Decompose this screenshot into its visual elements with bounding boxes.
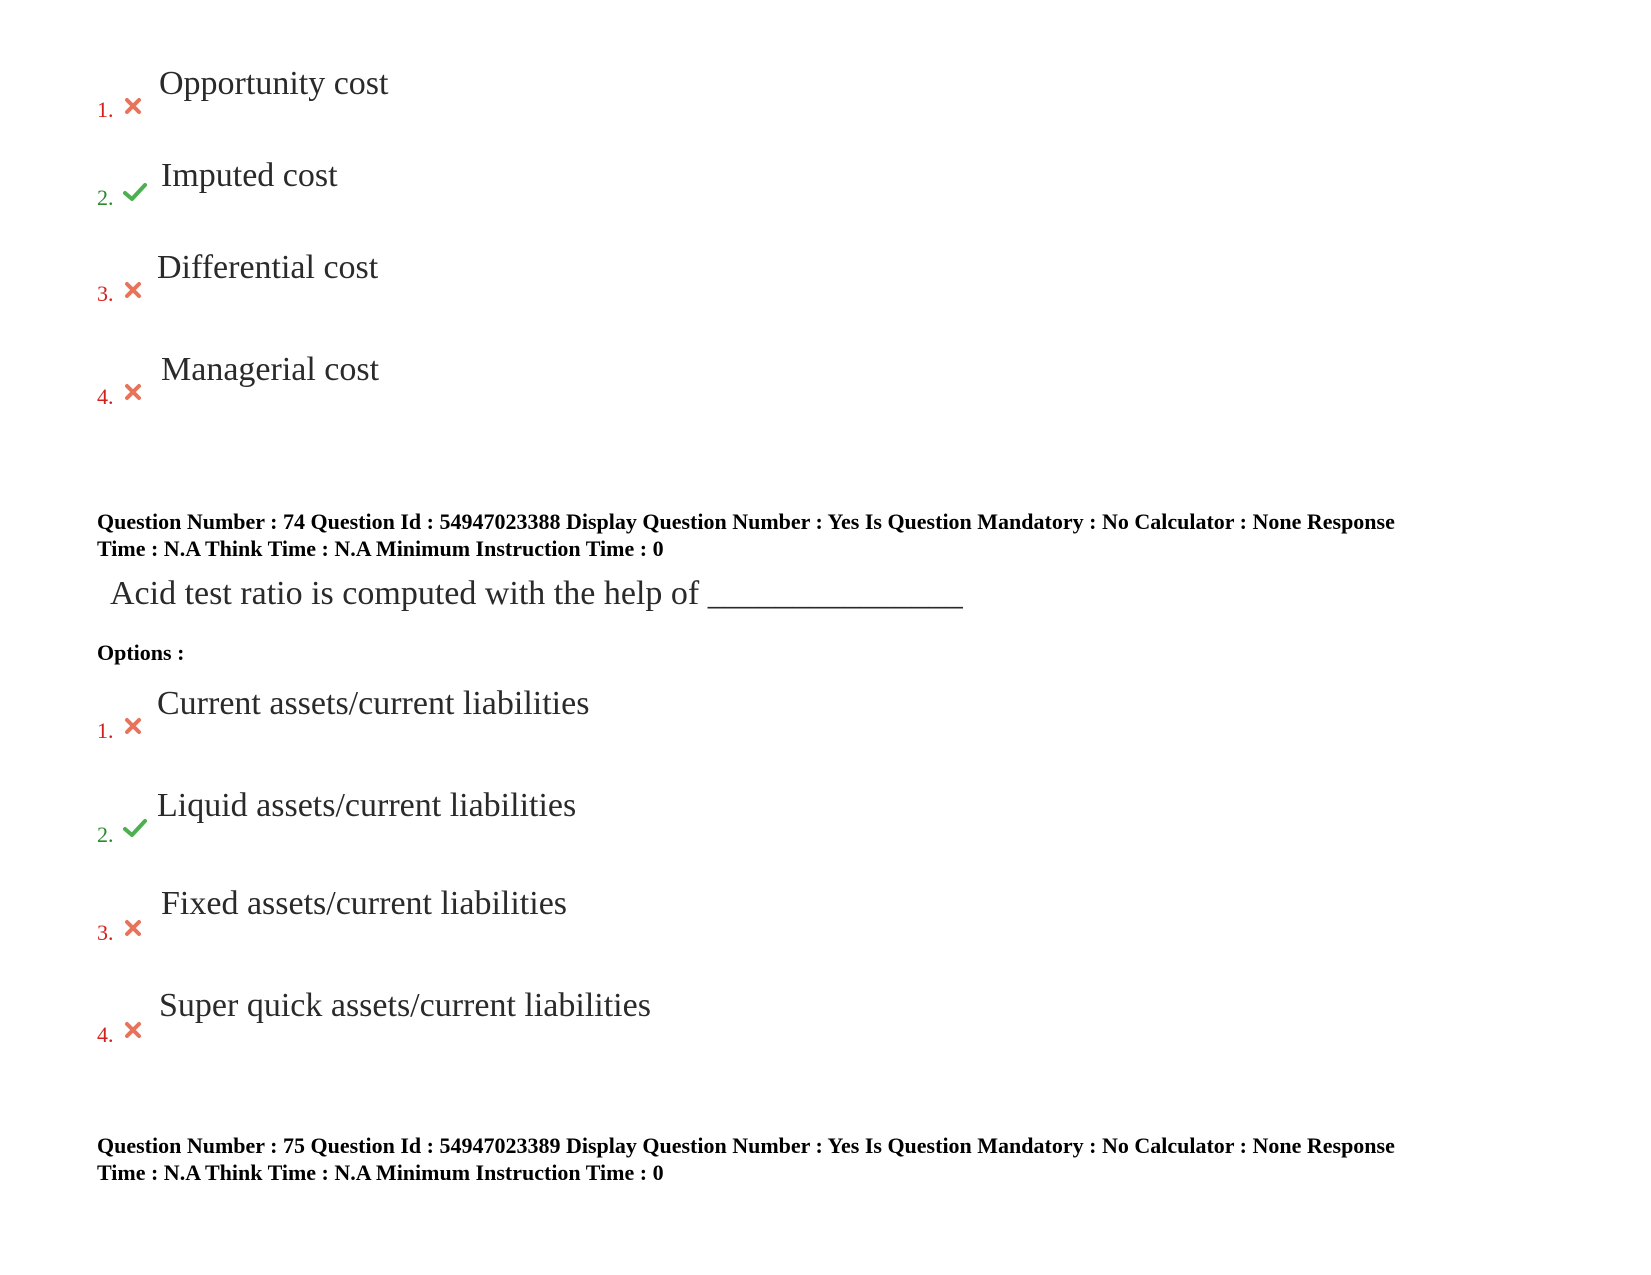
cross-mark-icon (123, 918, 143, 938)
option-2-q74 (97, 788, 997, 858)
option-3-prev (97, 250, 997, 320)
cross-mark-icon (123, 1020, 143, 1040)
option-number: 4. (97, 1022, 114, 1047)
option-4-q74 (97, 988, 997, 1058)
option-number: 1. (97, 97, 114, 122)
option-text: Liquid assets/current liabilities (157, 787, 577, 824)
option-text: Current assets/current liabilities (157, 685, 590, 722)
option-1-prev (97, 64, 997, 134)
option-text: Opportunity cost (159, 65, 389, 102)
cross-mark-icon (123, 716, 143, 736)
option-number: 3. (97, 281, 114, 306)
question-74-stem: Acid test ratio is computed with the help of _______________ (110, 575, 963, 612)
option-text: Imputed cost (161, 157, 338, 194)
option-4-prev (97, 350, 997, 420)
option-number: 2. (97, 185, 114, 210)
cross-mark-icon (123, 382, 143, 402)
option-3-q74 (97, 886, 997, 956)
option-text: Differential cost (157, 249, 379, 286)
option-number: 4. (97, 384, 114, 409)
option-number: 1. (97, 718, 114, 743)
cross-mark-icon (123, 96, 143, 116)
metadata-line-2: Time : N.A Think Time : N.A Minimum Instruction Time : 0 (97, 1160, 664, 1185)
question-74-metadata (97, 508, 1577, 562)
cross-mark-icon (123, 280, 143, 300)
metadata-line-1: Question Number : 75 Question Id : 54947023389 Display Question Number : Yes Is Question Mandatory : No Calculator : None Response (97, 1133, 1395, 1158)
question-75-metadata (97, 1132, 1577, 1186)
option-1-q74 (97, 686, 997, 756)
check-mark-icon (123, 182, 147, 202)
option-2-prev (97, 156, 997, 226)
option-text: Super quick assets/current liabilities (159, 987, 651, 1024)
metadata-line-1: Question Number : 74 Question Id : 54947023388 Display Question Number : Yes Is Question Mandatory : No Calculator : None Response (97, 509, 1395, 534)
options-label: Options : (97, 640, 185, 665)
option-text: Managerial cost (161, 351, 380, 388)
option-text: Fixed assets/current liabilities (161, 885, 568, 922)
option-number: 2. (97, 822, 114, 847)
metadata-line-2: Time : N.A Think Time : N.A Minimum Instruction Time : 0 (97, 536, 664, 561)
option-number: 3. (97, 920, 114, 945)
check-mark-icon (123, 818, 147, 838)
